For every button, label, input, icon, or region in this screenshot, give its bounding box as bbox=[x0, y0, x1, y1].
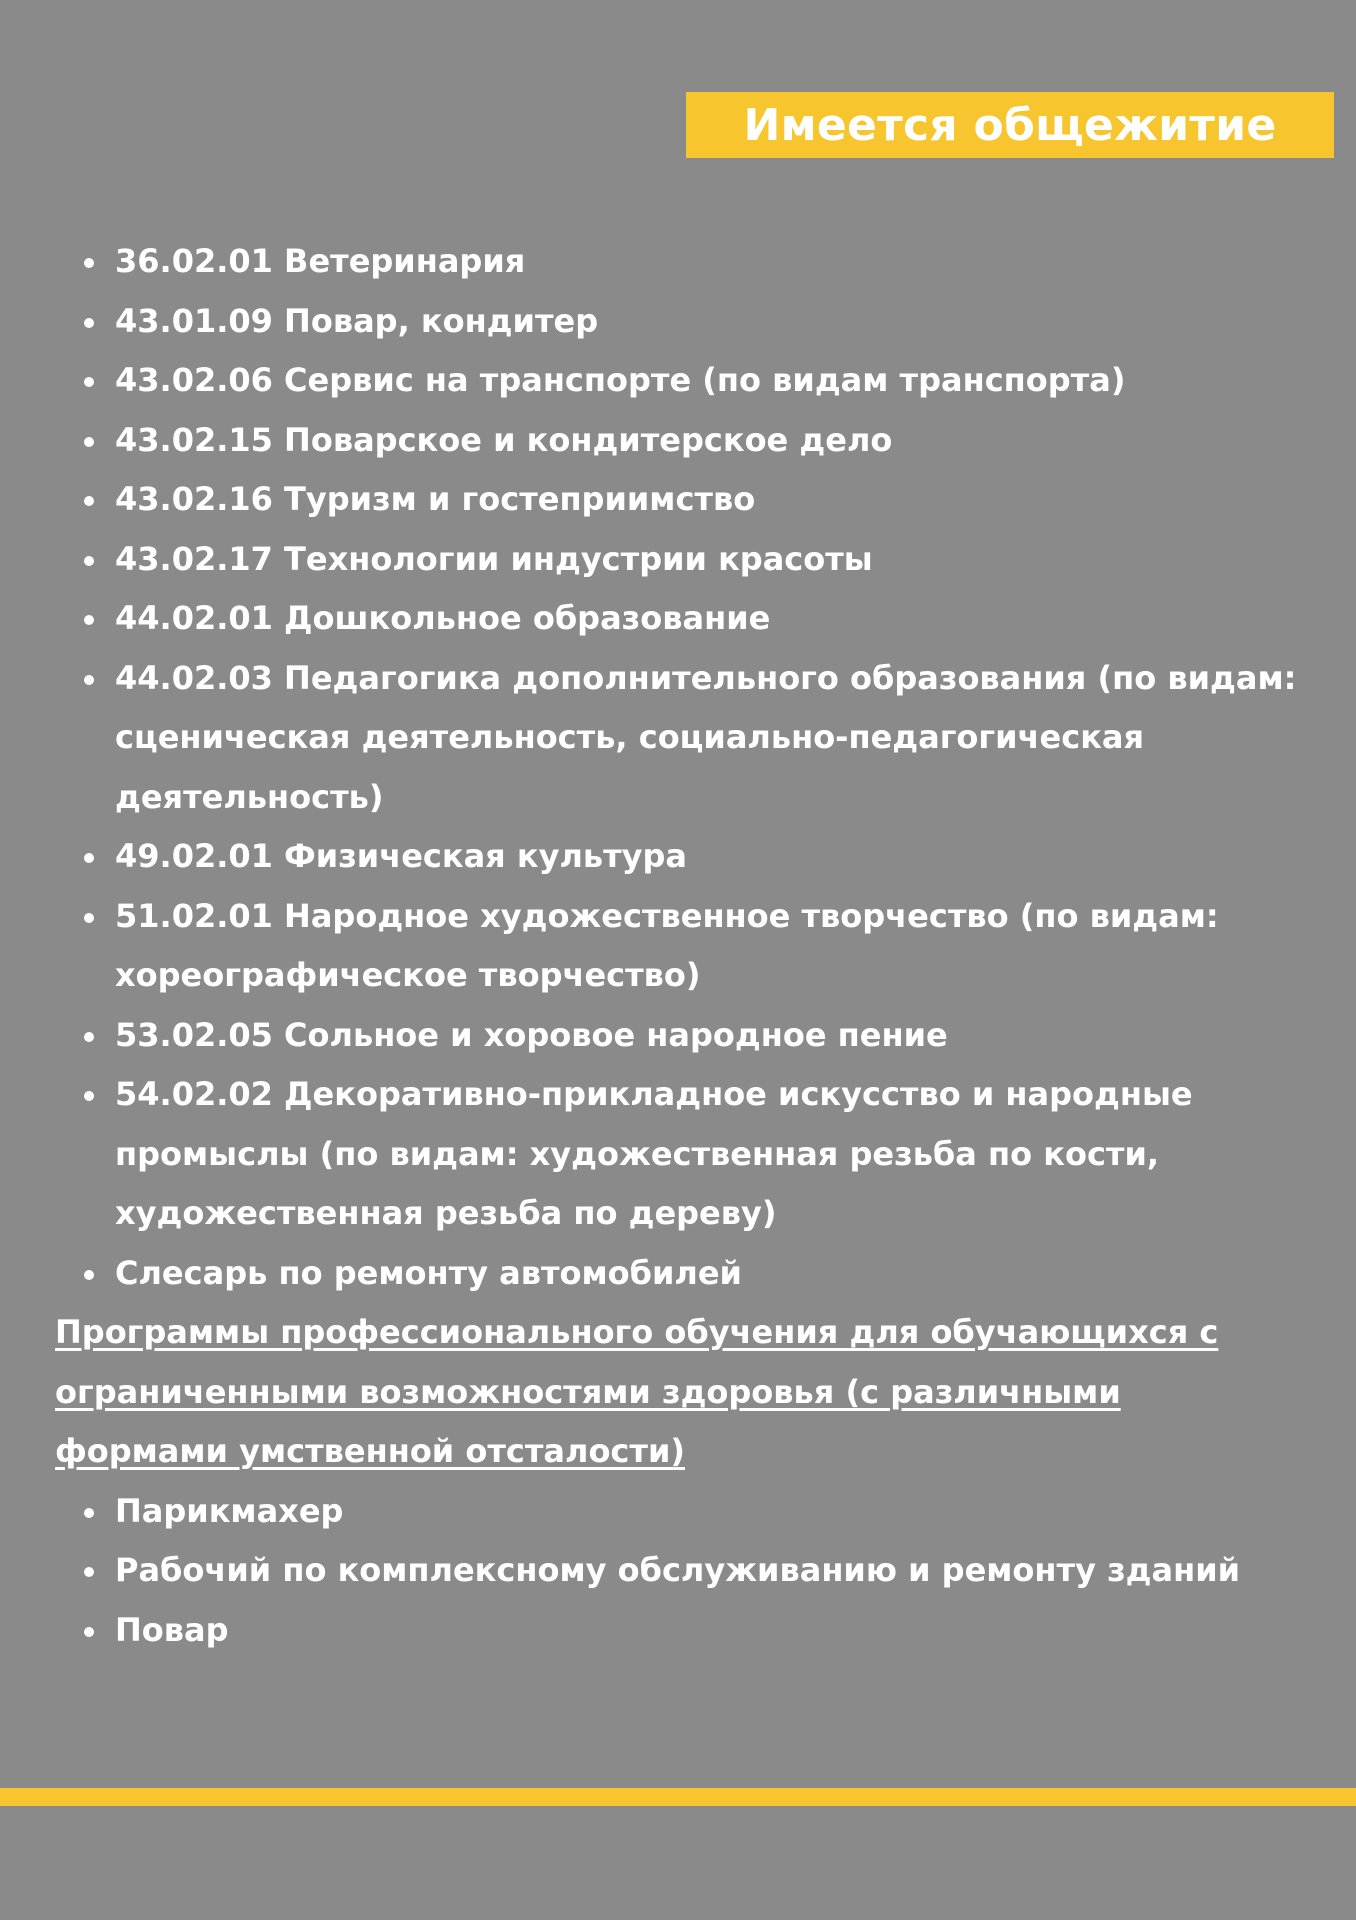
list-item bbox=[55, 1065, 1334, 1244]
list-item-label: 44.02.01 Дошкольное образование bbox=[115, 599, 771, 637]
list-item-label: 43.01.09 Повар, кондитер bbox=[115, 301, 599, 340]
list-item bbox=[55, 292, 1334, 352]
list-item-label: 54.02.02 Декоративно-прикладное искусство и народные промыслы (по видам: художественная резьба по кости, художественная резьба по дереву) bbox=[115, 1075, 1193, 1232]
list-item bbox=[55, 887, 1334, 1006]
dormitory-badge bbox=[686, 92, 1334, 158]
list-item bbox=[55, 589, 1334, 649]
specialties-list bbox=[55, 232, 1334, 1303]
bottom-accent-divider bbox=[0, 1788, 1356, 1806]
list-item-label: 44.02.03 Педагогика дополнительного образования (по видам: сценическая деятельность, социально-педагогическая деятельность) bbox=[115, 658, 1297, 816]
list-item bbox=[55, 232, 1334, 292]
list-item-label: 43.02.16 Туризм и гостеприимство bbox=[115, 480, 756, 518]
dormitory-badge-label: Имеется общежитие bbox=[743, 99, 1277, 151]
list-item bbox=[55, 1244, 1334, 1304]
list-item-label: 43.02.17 Технологии индустрии красоты bbox=[115, 539, 873, 578]
training-programs-list bbox=[55, 1482, 1334, 1661]
list-item-label: 49.02.01 Физическая культура bbox=[115, 837, 688, 875]
list-item bbox=[55, 827, 1334, 887]
list-item-label: Рабочий по комплексному обслуживанию и ремонту зданий bbox=[115, 1551, 1241, 1589]
list-item bbox=[55, 1601, 1334, 1661]
list-item-label: 53.02.05 Сольное и хоровое народное пение bbox=[115, 1015, 948, 1054]
list-item bbox=[55, 411, 1334, 471]
list-item bbox=[55, 1006, 1334, 1066]
list-item bbox=[55, 1482, 1334, 1542]
list-item-label: 51.02.01 Народное художественное творчество (по видам: хореографическое творчество) bbox=[115, 896, 1219, 994]
list-item bbox=[55, 649, 1334, 828]
training-programs-heading: Программы профессионального обучения для обучающихся с ограниченными возможностями здоровья (с различными формами умственной отсталости) bbox=[55, 1313, 1219, 1470]
list-item-label: 43.02.15 Поварское и кондитерское дело bbox=[115, 420, 893, 459]
list-item-label: 36.02.01 Ветеринария bbox=[115, 242, 526, 280]
list-item-label: Парикмахер bbox=[115, 1491, 344, 1530]
list-item bbox=[55, 1541, 1334, 1601]
programs-content bbox=[55, 232, 1334, 1660]
list-item-label: 43.02.06 Сервис на транспорте (по видам транспорта) bbox=[115, 361, 1126, 399]
list-item-label: Повар bbox=[115, 1610, 229, 1649]
list-item-label: Слесарь по ремонту автомобилей bbox=[115, 1253, 742, 1292]
list-item bbox=[55, 470, 1334, 530]
list-item bbox=[55, 530, 1334, 590]
list-item bbox=[55, 351, 1334, 411]
